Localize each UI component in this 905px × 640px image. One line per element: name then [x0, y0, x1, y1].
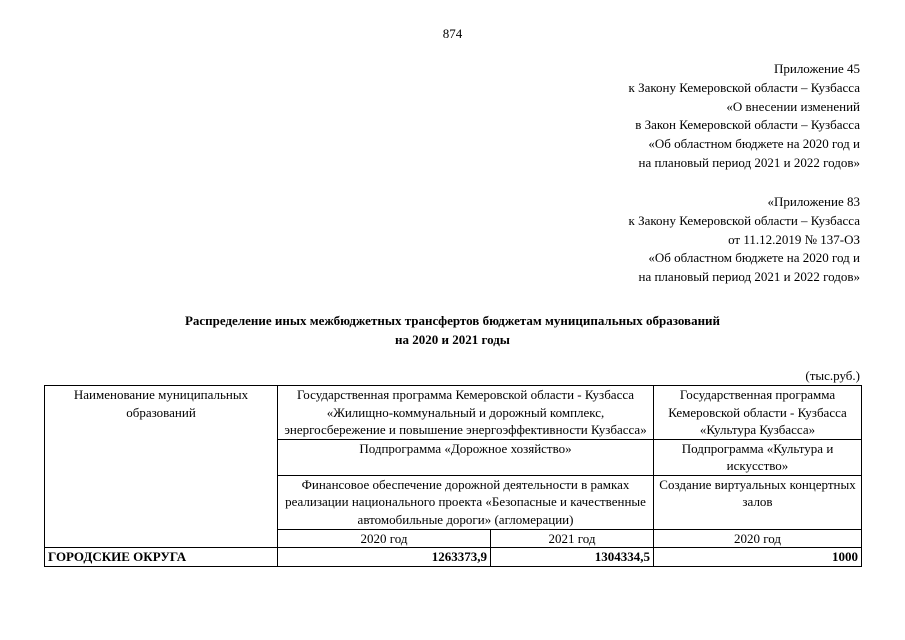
- header-program-housing: Государственная программа Кемеровской области - Кузбасса «Жилищно-коммунальный и дорожный комплекс, энергосбережение и повышение энергоэффективности Кузбасса»: [278, 386, 654, 440]
- row-label-city-districts: ГОРОДСКИЕ ОКРУГА: [45, 548, 278, 567]
- annex-current-line: «Об областном бюджете на 2020 год и: [648, 136, 860, 152]
- annex-original-block: [629, 193, 861, 287]
- annex-original-line: «Об областном бюджете на 2020 год и: [648, 250, 860, 266]
- annex-original-line: «Приложение 83: [767, 194, 860, 209]
- value-2021-roads: 1304334,5: [491, 548, 654, 567]
- title-line: на 2020 и 2021 годы: [395, 332, 510, 347]
- annex-original-line: к Закону Кемеровской области – Кузбасса: [628, 212, 860, 228]
- title-line: Распределение иных межбюджетных трансфертов бюджетам муниципальных образований: [184, 313, 721, 328]
- annex-current-line: на плановый период 2021 и 2022 годов»: [638, 154, 860, 170]
- transfers-table: [44, 385, 862, 567]
- annex-current-block: [629, 60, 861, 173]
- year-header: 2020 год: [278, 529, 491, 548]
- annex-current-line: Приложение 45: [773, 61, 860, 76]
- year-header: 2020 год: [654, 529, 862, 548]
- document-title: [0, 311, 905, 349]
- unit-label: (тыс.руб.): [805, 368, 860, 383]
- page-number: 874: [442, 26, 463, 41]
- table-header-row: [45, 386, 862, 440]
- annex-current-line: к Закону Кемеровской области – Кузбасса: [628, 79, 860, 95]
- annex-original-line: на плановый период 2021 и 2022 годов»: [638, 269, 860, 285]
- annex-current-line: в Закон Кемеровской области – Кузбасса: [635, 117, 860, 133]
- header-program-culture: Государственная программа Кемеровской области - Кузбасса «Культура Кузбасса»: [654, 386, 862, 440]
- annex-current-line: «О внесении изменений: [726, 98, 860, 114]
- header-activity-roads: Финансовое обеспечение дорожной деятельности в рамках реализации национального проекта «Безопасные и качественные автомобильные дороги» (агломерации): [278, 475, 654, 529]
- year-header: 2021 год: [491, 529, 654, 548]
- header-activity-concert-halls: Создание виртуальных концертных залов: [654, 475, 862, 529]
- col-header-municipalities: Наименование муниципальных образований: [45, 386, 278, 548]
- table-row: [45, 548, 862, 567]
- header-subprogram-roads: Подпрограмма «Дорожное хозяйство»: [278, 439, 654, 475]
- value-2020-roads: 1263373,9: [278, 548, 491, 567]
- value-2020-culture: 1000: [654, 548, 862, 567]
- header-subprogram-culture: Подпрограмма «Культура и искусство»: [654, 439, 862, 475]
- annex-original-line: от 11.12.2019 № 137-ОЗ: [728, 231, 860, 247]
